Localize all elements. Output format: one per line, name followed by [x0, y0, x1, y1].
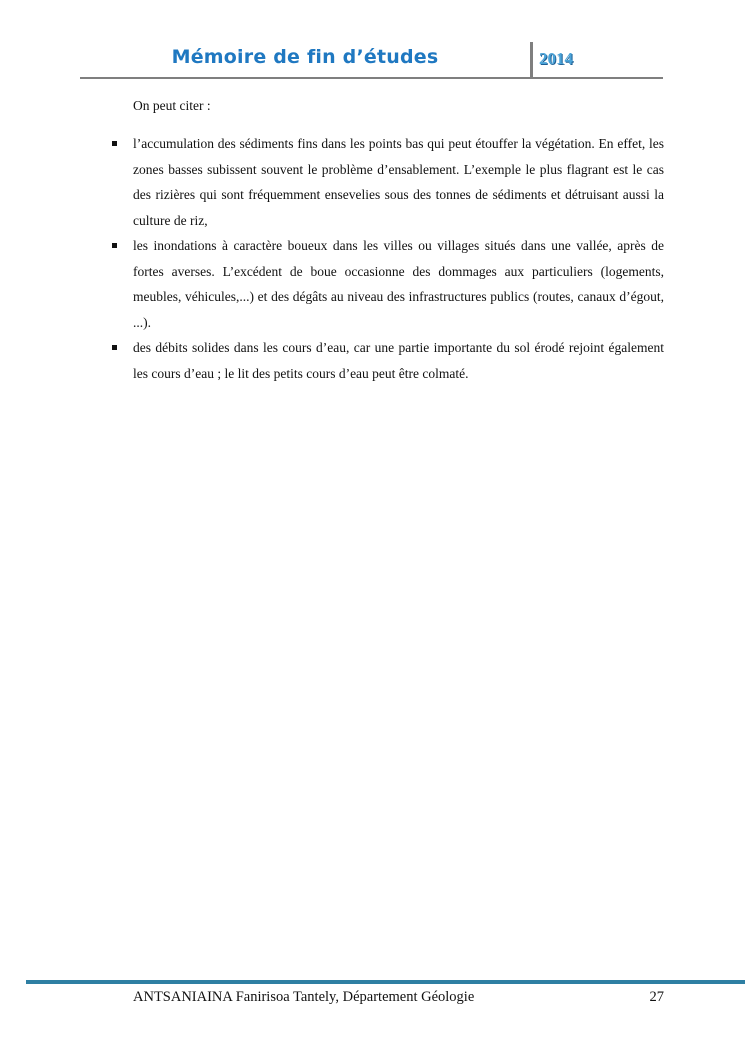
page-number: 27	[649, 989, 664, 1005]
list-item-text: des débits solides dans les cours d’eau, car une partie importante du sol érodé rejoint également les cours d’eau ; le lit des petits cours d’eau peut être colmaté.	[133, 340, 664, 381]
list-item-text: les inondations à caractère boueux dans les villes ou villages situés dans une vallée, après de fortes averses. L’excédent de boue occasionne des dommages aux particuliers (logements, meubles, véhicules,...) et des dégâts au niveau des infrastructures publics (routes, canaux d’égout, ...).	[133, 238, 664, 330]
footer-author: ANTSANIAINA Fanirisoa Tantely, Département Géologie	[133, 989, 475, 1005]
list-item-text: l’accumulation des sédiments fins dans les points bas qui peut étouffer la végétation. En effet, les zones basses subissent souvent le problème d’ensablement. L’exemple le plus flagrant est le cas des rizières qui sont fréquemment ensevelies sous des tonnes de sédiments et détruisant aussi la culture de riz,	[133, 136, 664, 228]
square-bullet-icon	[112, 141, 117, 146]
document-year: 2014	[539, 49, 573, 68]
footer-rule	[26, 980, 745, 984]
list-item	[133, 233, 664, 335]
intro-paragraph: On peut citer :	[133, 98, 211, 113]
list-item	[133, 335, 664, 386]
page-header	[80, 40, 663, 79]
square-bullet-icon	[112, 345, 117, 350]
header-divider	[530, 42, 533, 77]
bullet-list	[133, 131, 664, 386]
document-title: Mémoire de fin d’études	[171, 46, 439, 68]
list-item	[133, 131, 664, 233]
square-bullet-icon	[112, 243, 117, 248]
